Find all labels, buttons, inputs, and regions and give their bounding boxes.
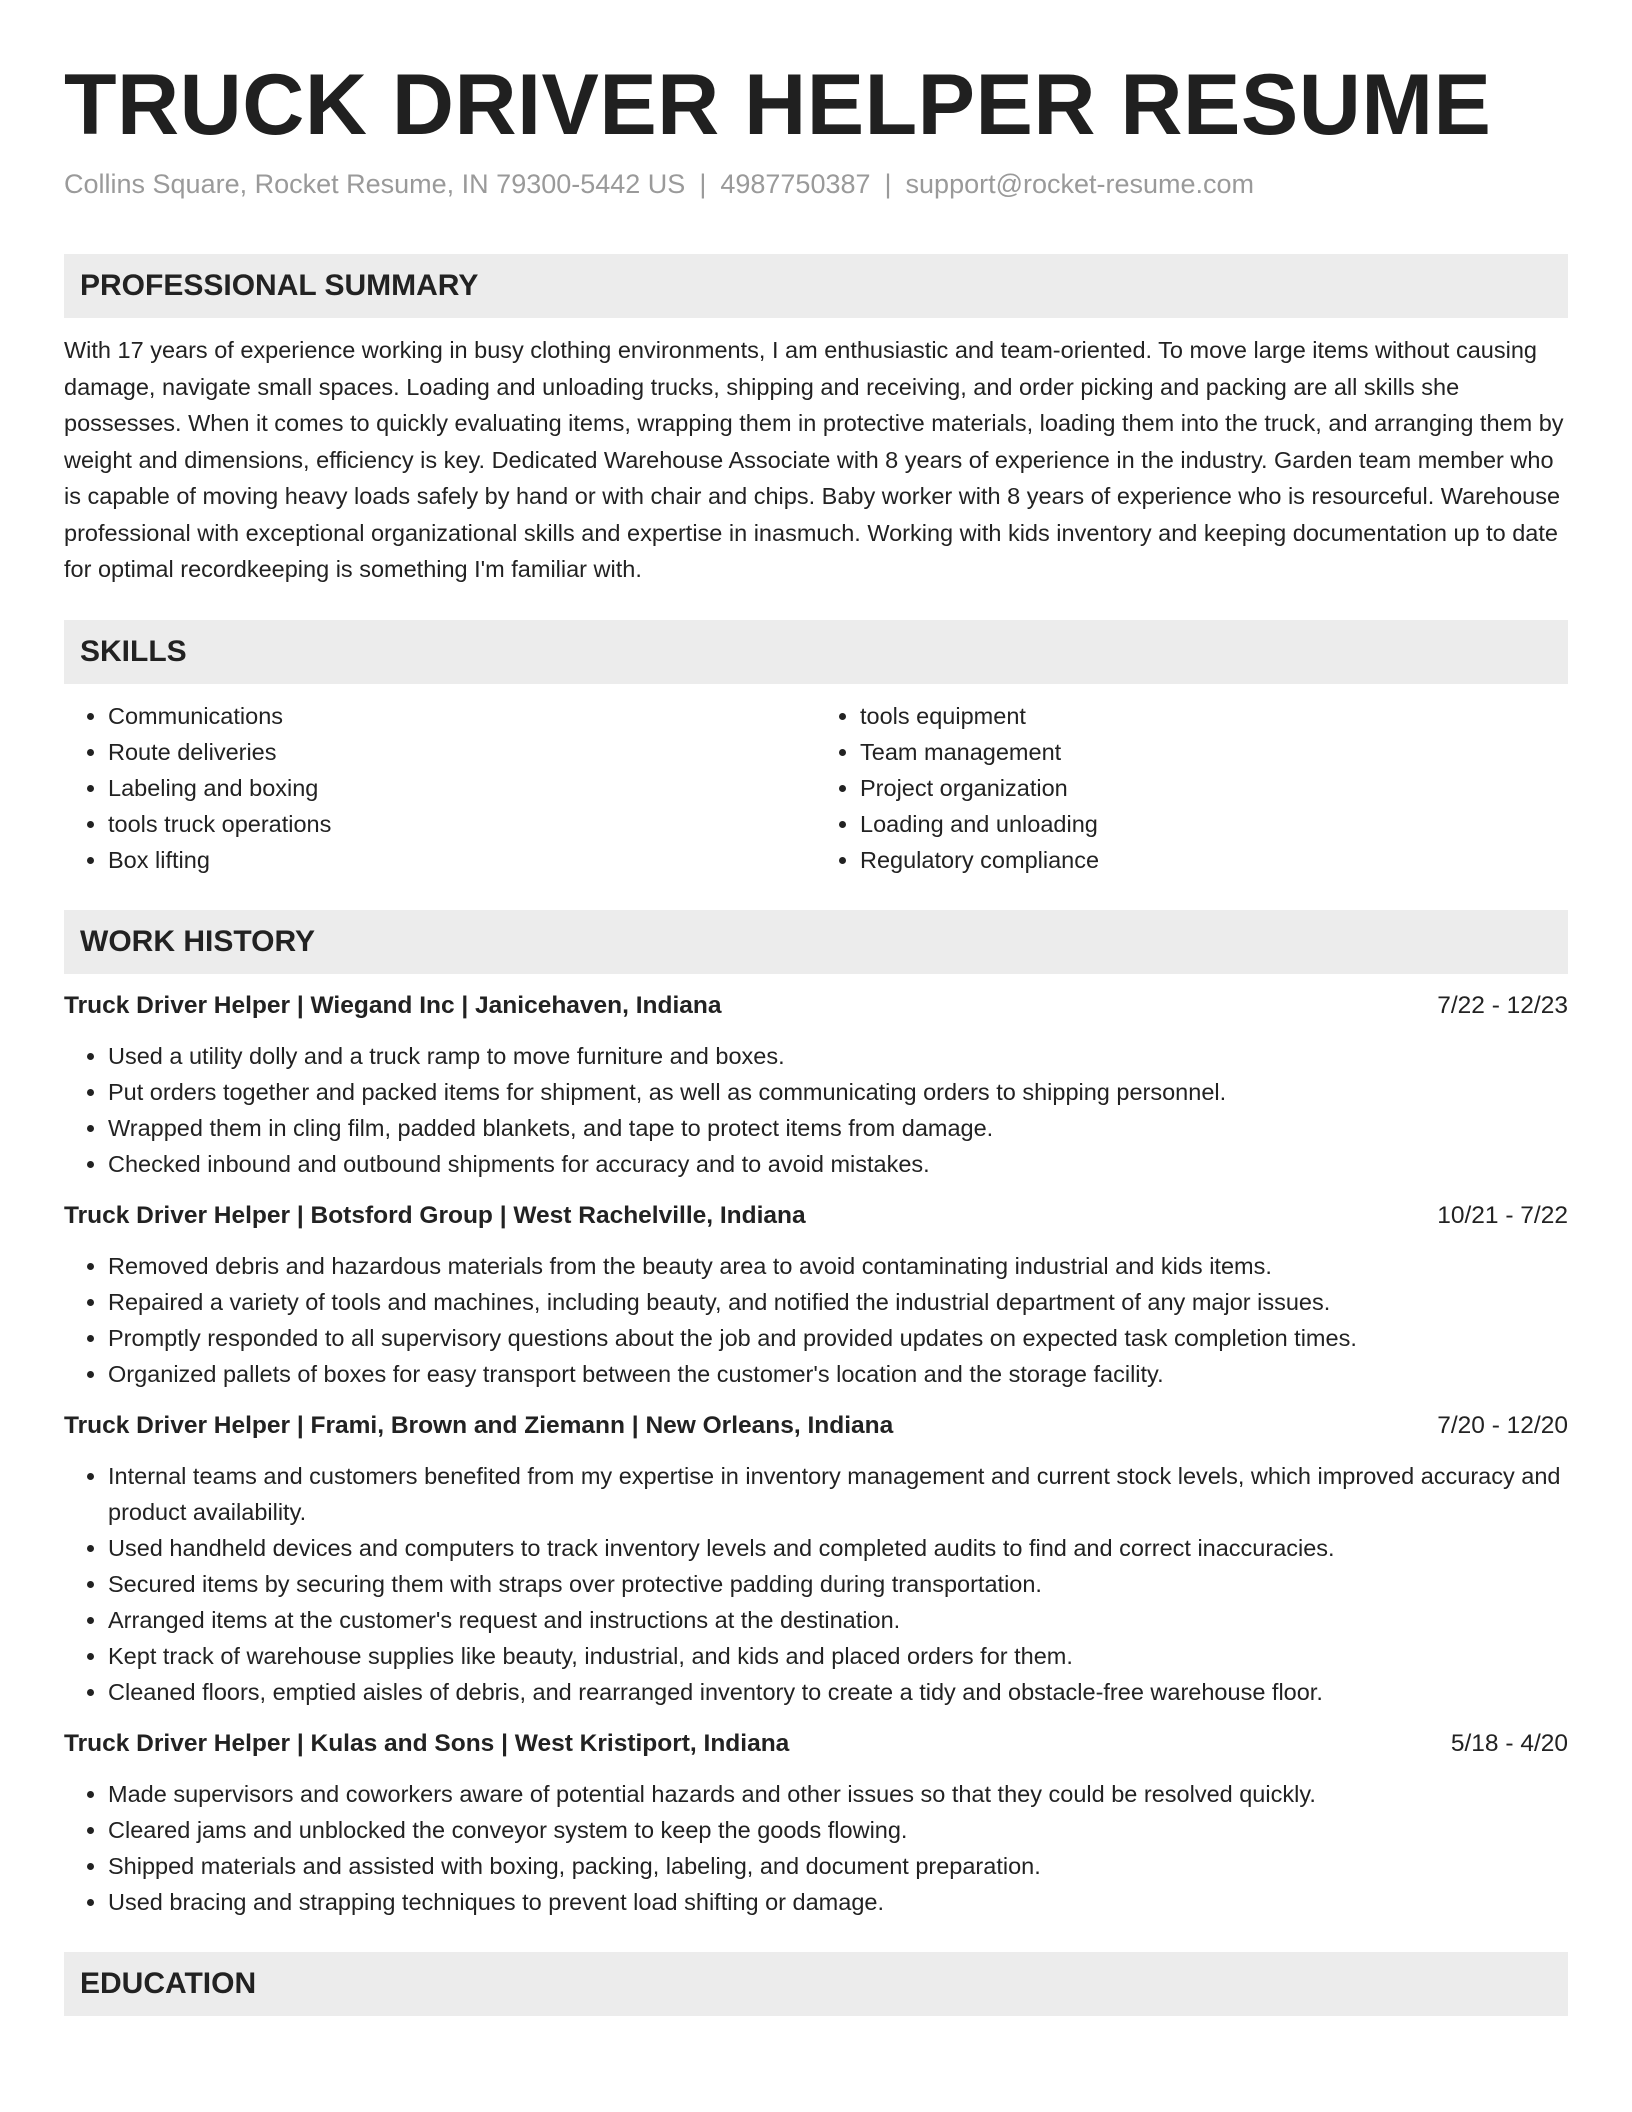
job-bullet: • Used handheld devices and computers to track inventory levels and completed audits to find and correct inaccuracies. bbox=[108, 1530, 1568, 1566]
job-dates: 7/22 - 12/23 bbox=[1437, 991, 1568, 1019]
job-bullets bbox=[64, 1038, 1568, 1182]
contact-email: support@rocket-resume.com bbox=[905, 169, 1255, 199]
skill-item: • Labeling and boxing bbox=[108, 770, 816, 806]
job-bullet: • Kept track of warehouse supplies like beauty, industrial, and kids and placed orders for them. bbox=[108, 1638, 1568, 1674]
contact-line bbox=[64, 166, 1568, 202]
job-bullet: • Made supervisors and coworkers aware of potential hazards and other issues so that they could be resolved quickly. bbox=[108, 1776, 1568, 1812]
section-header-education: EDUCATION bbox=[64, 1952, 1568, 2016]
skill-item: • Route deliveries bbox=[108, 734, 816, 770]
job-entry bbox=[64, 1726, 1568, 1920]
skill-item: • tools truck operations bbox=[108, 806, 816, 842]
job-bullet: • Cleared jams and unblocked the conveyor system to keep the goods flowing. bbox=[108, 1812, 1568, 1848]
job-header bbox=[64, 1726, 1568, 1762]
job-header bbox=[64, 988, 1568, 1024]
job-dates: 5/18 - 4/20 bbox=[1450, 1729, 1568, 1757]
job-dates: 10/21 - 7/22 bbox=[1437, 1201, 1568, 1229]
job-bullet: • Used a utility dolly and a truck ramp to move furniture and boxes. bbox=[108, 1038, 1568, 1074]
job-header bbox=[64, 1198, 1568, 1234]
contact-separator: | bbox=[884, 169, 892, 199]
skills-column-right bbox=[816, 698, 1568, 878]
skill-item: • tools equipment bbox=[860, 698, 1568, 734]
job-bullet: • Secured items by securing them with straps over protective padding during transportation. bbox=[108, 1566, 1568, 1602]
job-entry bbox=[64, 1408, 1568, 1710]
skill-item: • Box lifting bbox=[108, 842, 816, 878]
job-bullet: • Wrapped them in cling film, padded blankets, and tape to protect items from damage. bbox=[108, 1110, 1568, 1146]
job-entry bbox=[64, 988, 1568, 1182]
job-bullet: • Shipped materials and assisted with boxing, packing, labeling, and document preparation. bbox=[108, 1848, 1568, 1884]
skills-list bbox=[64, 698, 1568, 878]
contact-address: Collins Square, Rocket Resume, IN 79300-5442 US bbox=[64, 169, 686, 199]
job-bullets bbox=[64, 1776, 1568, 1920]
skill-item: • Regulatory compliance bbox=[860, 842, 1568, 878]
resume-title: TRUCK DRIVER HELPER RESUME bbox=[64, 57, 1492, 153]
job-bullet: • Removed debris and hazardous materials from the beauty area to avoid contaminating industrial and kids items. bbox=[108, 1248, 1568, 1284]
job-bullets bbox=[64, 1458, 1568, 1710]
skill-item: • Communications bbox=[108, 698, 816, 734]
job-bullet: • Promptly responded to all supervisory questions about the job and provided updates on expected task completion times. bbox=[108, 1320, 1568, 1356]
section-header-summary: PROFESSIONAL SUMMARY bbox=[64, 254, 1568, 318]
skill-item: • Project organization bbox=[860, 770, 1568, 806]
job-title: Truck Driver Helper | Kulas and Sons | West Kristiport, Indiana bbox=[64, 1729, 790, 1757]
job-dates: 7/20 - 12/20 bbox=[1437, 1411, 1568, 1439]
job-bullet: • Internal teams and customers benefited from my expertise in inventory management and current stock levels, which improved accuracy and product availability. bbox=[108, 1458, 1568, 1530]
job-bullet: • Checked inbound and outbound shipments for accuracy and to avoid mistakes. bbox=[108, 1146, 1568, 1182]
skill-item: • Loading and unloading bbox=[860, 806, 1568, 842]
job-bullet: • Cleaned floors, emptied aisles of debris, and rearranged inventory to create a tidy and obstacle-free warehouse floor. bbox=[108, 1674, 1568, 1710]
job-entry bbox=[64, 1198, 1568, 1392]
job-bullet: • Used bracing and strapping techniques to prevent load shifting or damage. bbox=[108, 1884, 1568, 1920]
job-bullet: • Repaired a variety of tools and machines, including beauty, and notified the industrial department of any major issues. bbox=[108, 1284, 1568, 1320]
section-header-work-history: WORK HISTORY bbox=[64, 910, 1568, 974]
job-title: Truck Driver Helper | Wiegand Inc | Janicehaven, Indiana bbox=[64, 991, 722, 1019]
job-title: Truck Driver Helper | Frami, Brown and Ziemann | New Orleans, Indiana bbox=[64, 1411, 894, 1439]
job-bullet: • Organized pallets of boxes for easy transport between the customer's location and the storage facility. bbox=[108, 1356, 1568, 1392]
job-title: Truck Driver Helper | Botsford Group | West Rachelville, Indiana bbox=[64, 1201, 806, 1229]
skill-item: • Team management bbox=[860, 734, 1568, 770]
job-header bbox=[64, 1408, 1568, 1444]
job-bullet: • Arranged items at the customer's request and instructions at the destination. bbox=[108, 1602, 1568, 1638]
section-header-skills: SKILLS bbox=[64, 620, 1568, 684]
job-bullet: • Put orders together and packed items for shipment, as well as communicating orders to shipping personnel. bbox=[108, 1074, 1568, 1110]
contact-phone: 4987750387 bbox=[720, 169, 871, 199]
contact-separator: | bbox=[699, 169, 707, 199]
skills-column-left bbox=[64, 698, 816, 878]
summary-text: With 17 years of experience working in busy clothing environments, I am enthusiastic and team-oriented. To move large items without causing damage, navigate small spaces. Loading and unloading trucks, shipping and receiving, and order picking and packing are all skills she possesses. When it comes to quickly evaluating items, wrapping them in protective materials, loading them into the truck, and arranging them by weight and dimensions, efficiency is key. Dedicated Warehouse Associate with 8 years of experience in the industry. Garden team member who is capable of moving heavy loads safely by hand or with chair and chips. Baby worker with 8 years of experience who is resourceful. Warehouse professional with exceptional organizational skills and expertise in inasmuch. Working with kids inventory and keeping documentation up to date for optimal recordkeeping is something I'm familiar with. bbox=[64, 337, 1564, 582]
job-bullets bbox=[64, 1248, 1568, 1392]
